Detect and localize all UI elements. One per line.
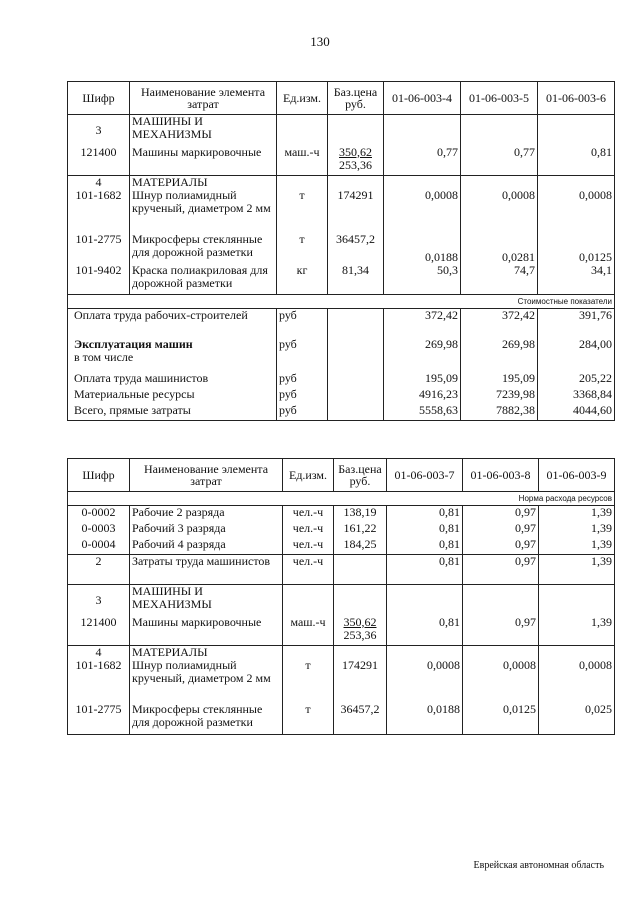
value-cell: 0,77 [461, 146, 538, 176]
resource-table-1 [67, 81, 615, 421]
summary-value: 269,98 [384, 338, 461, 372]
row-price: 161,22 [334, 522, 387, 538]
row-code: 101-2775 [68, 703, 130, 734]
value-cell: 0,81 [387, 506, 463, 522]
value-cell: 0,77 [384, 146, 461, 176]
row-name: Микросферы стеклянные для дорожной разметки [130, 233, 277, 264]
header-col-1: 01-06-003-7 [387, 459, 463, 492]
table-row [68, 146, 615, 176]
header-col-2: 01-06-003-8 [463, 459, 539, 492]
section-title: МАТЕРИАЛЫ [130, 646, 283, 660]
summary-value: 4044,60 [538, 404, 615, 420]
row-unit: т [277, 233, 328, 264]
summary-value: 391,76 [538, 308, 615, 338]
table-row [68, 189, 615, 233]
header-unit: Ед.изм. [277, 82, 328, 115]
row-price: 36457,2 [328, 233, 384, 264]
header-base-price: Баз.цена руб. [334, 459, 387, 492]
section-code: 3 [68, 585, 130, 616]
row-unit: кг [277, 264, 328, 294]
row-price: 174291 [334, 659, 387, 703]
table-header-row [68, 82, 615, 115]
page-number: 130 [310, 34, 330, 49]
value-cell: 0,0281 [461, 233, 538, 264]
value-cell: 0,0008 [461, 189, 538, 233]
row-price: 174291 [328, 189, 384, 233]
value-cell: 0,0188 [387, 703, 463, 734]
summary-value: 5558,63 [384, 404, 461, 420]
norm-label: Норма расхода ресурсов [68, 492, 615, 506]
norm-header-row [68, 492, 615, 506]
section-row [68, 176, 615, 190]
summary-subtitle: в том числе [74, 350, 134, 364]
summary-value: 269,98 [461, 338, 538, 372]
header-col-3: 01-06-003-9 [539, 459, 615, 492]
row-unit: чел.-ч [283, 555, 334, 585]
summary-unit: руб [277, 404, 328, 420]
row-code: 0-0003 [68, 522, 130, 538]
summary-value: 195,09 [384, 372, 461, 388]
value-cell: 0,81 [387, 538, 463, 555]
price-secondary: 253,36 [343, 627, 377, 642]
summary-value: 372,42 [384, 308, 461, 338]
summary-unit: руб [277, 388, 328, 404]
summary-unit: руб [277, 308, 328, 338]
row-code: 101-9402 [68, 264, 130, 294]
section-code: 4 [68, 176, 130, 190]
value-cell: 0,81 [538, 146, 615, 176]
summary-row [68, 338, 615, 372]
row-unit: т [277, 189, 328, 233]
summary-value: 7239,98 [461, 388, 538, 404]
value-cell: 0,97 [463, 506, 539, 522]
row-name: Рабочий 3 разряда [130, 522, 283, 538]
row-unit: маш.-ч [283, 616, 334, 646]
summary-row [68, 388, 615, 404]
value-cell: 0,81 [387, 522, 463, 538]
row-unit: чел.-ч [283, 522, 334, 538]
header-unit: Ед.изм. [283, 459, 334, 492]
price-secondary: 253,36 [339, 157, 372, 172]
row-name: Рабочие 2 разряда [130, 506, 283, 522]
value-cell: 0,97 [463, 555, 539, 585]
summary-title: Эксплуатация машин [74, 337, 193, 351]
table-row [68, 538, 615, 555]
cost-header-row [68, 294, 615, 308]
summary-name [68, 338, 277, 372]
row-code: 121400 [68, 616, 130, 646]
header-col-3: 01-06-003-6 [538, 82, 615, 115]
price-primary: 350,62 [339, 144, 372, 159]
value-cell: 50,3 [384, 264, 461, 294]
row-price [328, 146, 384, 176]
table-row [68, 659, 615, 703]
value-cell: 0,0008 [384, 189, 461, 233]
value-cell: 1,39 [539, 616, 615, 646]
row-price: 81,34 [328, 264, 384, 294]
row-code: 121400 [68, 146, 130, 176]
row-name: Шнур полиамидный крученый, диаметром 2 мм [130, 659, 283, 703]
summary-value: 205,22 [538, 372, 615, 388]
summary-value: 284,00 [538, 338, 615, 372]
value-cell: 34,1 [538, 264, 615, 294]
summary-name: Материальные ресурсы [68, 388, 277, 404]
table-row [68, 616, 615, 646]
value-cell: 74,7 [461, 264, 538, 294]
value-cell: 0,0008 [463, 659, 539, 703]
table-row [68, 703, 615, 734]
section-row [68, 646, 615, 660]
summary-unit: руб [277, 338, 328, 372]
summary-row [68, 404, 615, 420]
value-cell: 0,81 [387, 555, 463, 585]
section-row [68, 115, 615, 146]
table-row [68, 264, 615, 294]
value-cell: 0,025 [539, 703, 615, 734]
value-cell: 1,39 [539, 555, 615, 585]
row-name: Шнур полиамидный крученый, диаметром 2 мм [130, 189, 277, 233]
row-price: 138,19 [334, 506, 387, 522]
value-cell: 0,0125 [463, 703, 539, 734]
value-cell: 0,81 [387, 616, 463, 646]
price-primary: 350,62 [343, 614, 377, 629]
row-code: 0-0002 [68, 506, 130, 522]
value-cell: 1,39 [539, 506, 615, 522]
section-title: МАШИНЫ И МЕХАНИЗМЫ [130, 585, 283, 616]
value-cell: 1,39 [539, 522, 615, 538]
value-cell: 0,0008 [539, 659, 615, 703]
header-col-1: 01-06-003-4 [384, 82, 461, 115]
section-title: МАТЕРИАЛЫ [130, 176, 277, 190]
value-cell: 0,97 [463, 538, 539, 555]
row-name: Рабочий 4 разряда [130, 538, 283, 555]
summary-name: Оплата труда рабочих-строителей [68, 308, 277, 338]
header-code: Шифр [68, 82, 130, 115]
row-code: 2 [68, 555, 130, 585]
table-row [68, 522, 615, 538]
section-title: МАШИНЫ И МЕХАНИЗМЫ [130, 115, 277, 146]
table-row [68, 555, 615, 585]
header-code: Шифр [68, 459, 130, 492]
header-col-2: 01-06-003-5 [461, 82, 538, 115]
summary-row [68, 308, 615, 338]
summary-value: 4916,23 [384, 388, 461, 404]
header-name: Наименование элемента затрат [130, 459, 283, 492]
value-cell: 0,0008 [387, 659, 463, 703]
value-cell: 0,97 [463, 616, 539, 646]
row-unit: чел.-ч [283, 538, 334, 555]
summary-row [68, 372, 615, 388]
row-code: 0-0004 [68, 538, 130, 555]
section-row [68, 585, 615, 616]
row-name: Машины маркировочные [130, 146, 277, 176]
value-cell: 0,0125 [538, 233, 615, 264]
value-cell: 1,39 [539, 538, 615, 555]
summary-name: Оплата труда машинистов [68, 372, 277, 388]
header-name: Наименование элемента затрат [130, 82, 277, 115]
summary-name: Всего, прямые затраты [68, 404, 277, 420]
value-cell: 0,0008 [538, 189, 615, 233]
value-cell: 0,0188 [384, 233, 461, 264]
summary-value: 7882,38 [461, 404, 538, 420]
cost-indicators-label: Стоимостные показатели [68, 294, 615, 308]
table-header-row [68, 459, 615, 492]
summary-unit: руб [277, 372, 328, 388]
summary-value: 195,09 [461, 372, 538, 388]
row-unit: т [283, 703, 334, 734]
value-cell: 0,97 [463, 522, 539, 538]
summary-value: 372,42 [461, 308, 538, 338]
row-name: Машины маркировочные [130, 616, 283, 646]
section-code: 3 [68, 115, 130, 146]
table-row [68, 506, 615, 522]
header-base-price: Баз.цена руб. [328, 82, 384, 115]
region-footer: Еврейская автономная область [473, 860, 604, 871]
row-unit: т [283, 659, 334, 703]
section-code: 4 [68, 646, 130, 660]
row-price [334, 616, 387, 646]
row-name: Микросферы стеклянные для дорожной разметки [130, 703, 283, 734]
table-row [68, 233, 615, 264]
row-code: 101-1682 [68, 659, 130, 703]
resource-table-2 [67, 458, 615, 735]
row-name: Затраты труда машинистов [130, 555, 283, 585]
row-name: Краска полиакриловая для дорожной разметки [130, 264, 277, 294]
row-price: 184,25 [334, 538, 387, 555]
row-unit: чел.-ч [283, 506, 334, 522]
row-code: 101-2775 [68, 233, 130, 264]
summary-value: 3368,84 [538, 388, 615, 404]
row-code: 101-1682 [68, 189, 130, 233]
row-unit: маш.-ч [277, 146, 328, 176]
row-price: 36457,2 [334, 703, 387, 734]
